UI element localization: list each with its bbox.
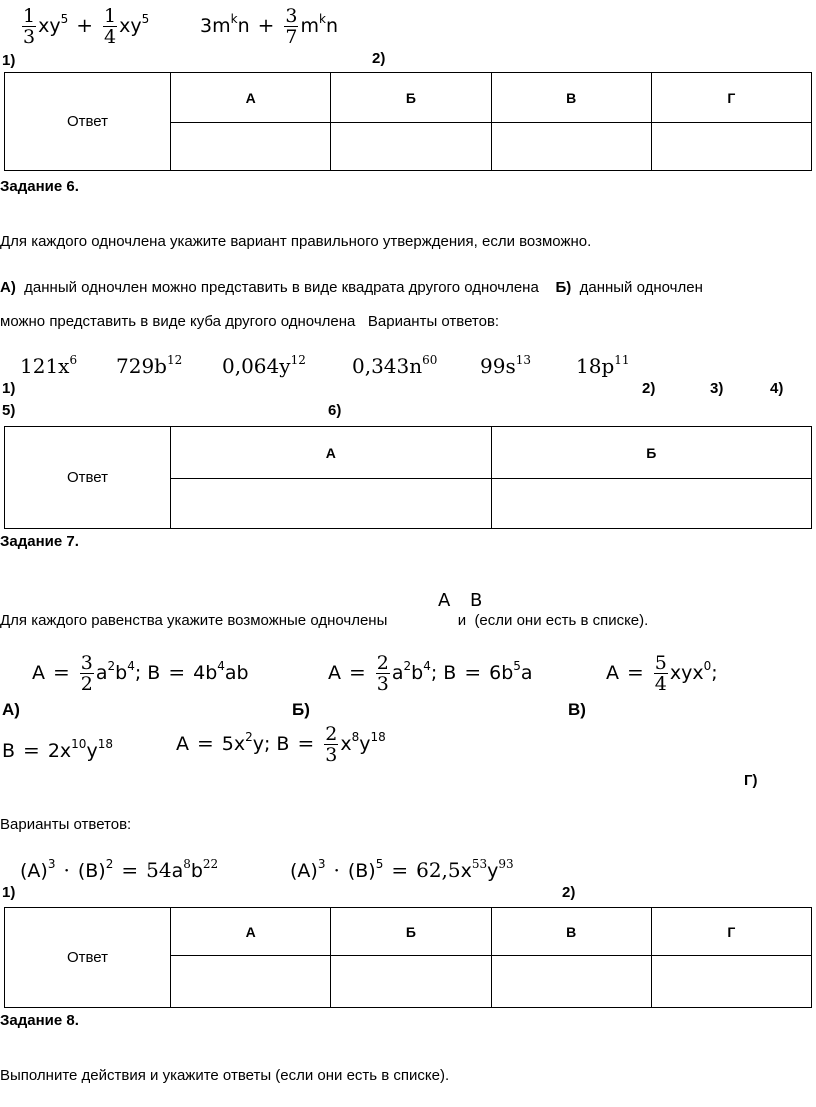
answer-cell-g[interactable] [651,956,811,1008]
task6-option-b-cont [0,313,499,330]
equation-a: A = $\frac{3}{2}$ $a^2b^4$; $B = 4b^4ab$ [32,652,249,695]
monomial-2-number: 2) [642,380,656,397]
column-header-a: А [171,908,331,956]
task6-answer-table [4,426,812,529]
column-header-g: Г [651,73,811,123]
monomial-6: $18p^{11}$ [576,353,630,378]
label-b: Б) [292,700,310,719]
task7-title: Задание 7. [0,533,79,550]
task6-option-a [0,279,703,296]
task7-answer-table [4,907,812,1008]
option-b-text-2: можно представить в виде куба другого одночлена [0,313,356,330]
option-b-text-1: данный одночлен [579,279,703,296]
monomial-4-number: 4) [770,380,784,397]
task5-expression-2: $3m^kn$ + $\frac{3}{7}$ $m^kn$ [200,5,338,48]
column-header-b: Б [331,908,491,956]
column-header-v: В [491,908,651,956]
task8-title: Задание 8. [0,1012,79,1029]
monomial-4: $0,343n^{60}$ [352,353,438,378]
equation-v-part-1: A = $\frac{5}{4}$ xyx$^0$; [606,652,718,695]
equation-b: A = $\frac{2}{3}$ $a^2b^4$; $B = 6b^5a$ [328,652,533,695]
label-g: Г) [744,772,758,789]
option-a-text: данный одночлен можно представить в виде квадрата другого одночлена [24,279,539,296]
task7-variant-1-number: 1) [2,884,16,901]
task7-variants-label: Варианты ответов: [0,816,132,833]
monomial-1-number: 1) [2,380,16,397]
label-v: В) [568,700,586,719]
option-b-label: Б) [555,279,572,296]
task6-title: Задание 6. [0,178,79,195]
answer-cell-g[interactable] [651,123,811,171]
instruction-part-1: Для каждого равенства укажите возможные одночлены [0,612,388,629]
column-header-a: А [171,427,492,479]
task6-instruction: Для каждого одночлена укажите вариант правильного утверждения, если возможно. [0,233,592,250]
monomial-3: $0,064y^{12}$ [222,353,306,378]
label-a: А) [2,700,20,719]
task7-variant-2: $(A)^3 \cdot (B)^5 = 62,5x^{53}y^{93}$ [290,857,514,882]
option-a-label: А) [0,279,16,296]
monomial-5-number: 5) [2,402,16,419]
column-header-g: Г [651,908,811,956]
monomial-6-number: 6) [328,402,342,419]
task5-item-2-number: 2) [372,50,386,67]
answer-label-cell: Ответ [5,73,171,171]
answer-cell-b[interactable] [331,956,491,1008]
monomial-5: $99s^{13}$ [480,353,531,378]
answer-cell-b[interactable] [491,479,812,529]
column-header-a: А [171,73,331,123]
answer-cell-v[interactable] [491,123,651,171]
monomial-1: $121x^6$ [20,353,78,378]
task7-instruction [0,612,648,629]
equation-v-part-2: $B = 2x^{10}y^{18}$ [2,737,113,762]
column-header-b: Б [331,73,491,123]
column-header-b: Б [491,427,812,479]
task5-item-1-number: 1) [2,52,16,69]
task8-instruction: Выполните действия и укажите ответы (если они есть в списке). [0,1067,450,1084]
answer-cell-a[interactable] [171,479,492,529]
symbol-a: A [438,590,451,611]
task7-variant-2-number: 2) [562,884,576,901]
answer-cell-v[interactable] [491,956,651,1008]
answer-cell-a[interactable] [171,123,331,171]
monomial-3-number: 3) [710,380,724,397]
instruction-part-2: и [457,612,467,629]
answer-label-cell: Ответ [5,908,171,1008]
answer-cell-a[interactable] [171,956,331,1008]
monomial-2: $729b^{12}$ [116,353,183,378]
task5-answer-table [4,72,812,171]
symbol-b: B [470,590,483,611]
instruction-part-3: (если они есть в списке). [474,612,649,629]
answer-cell-b[interactable] [331,123,491,171]
answer-label-cell: Ответ [5,427,171,529]
task5-expression-1: $\frac{1}{3}$ $xy^5$ + $\frac{1}{4}$ $xy^5$ [23,5,150,48]
task6-variants-label: Варианты ответов: [367,313,500,330]
equation-g: $A = 5x^2y$; B = $\frac{2}{3}$ $x^8y^{18}$ [176,723,386,766]
task7-variant-1: $(A)^3 \cdot (B)^2 = 54a^8b^{22}$ [20,857,219,882]
column-header-v: В [491,73,651,123]
